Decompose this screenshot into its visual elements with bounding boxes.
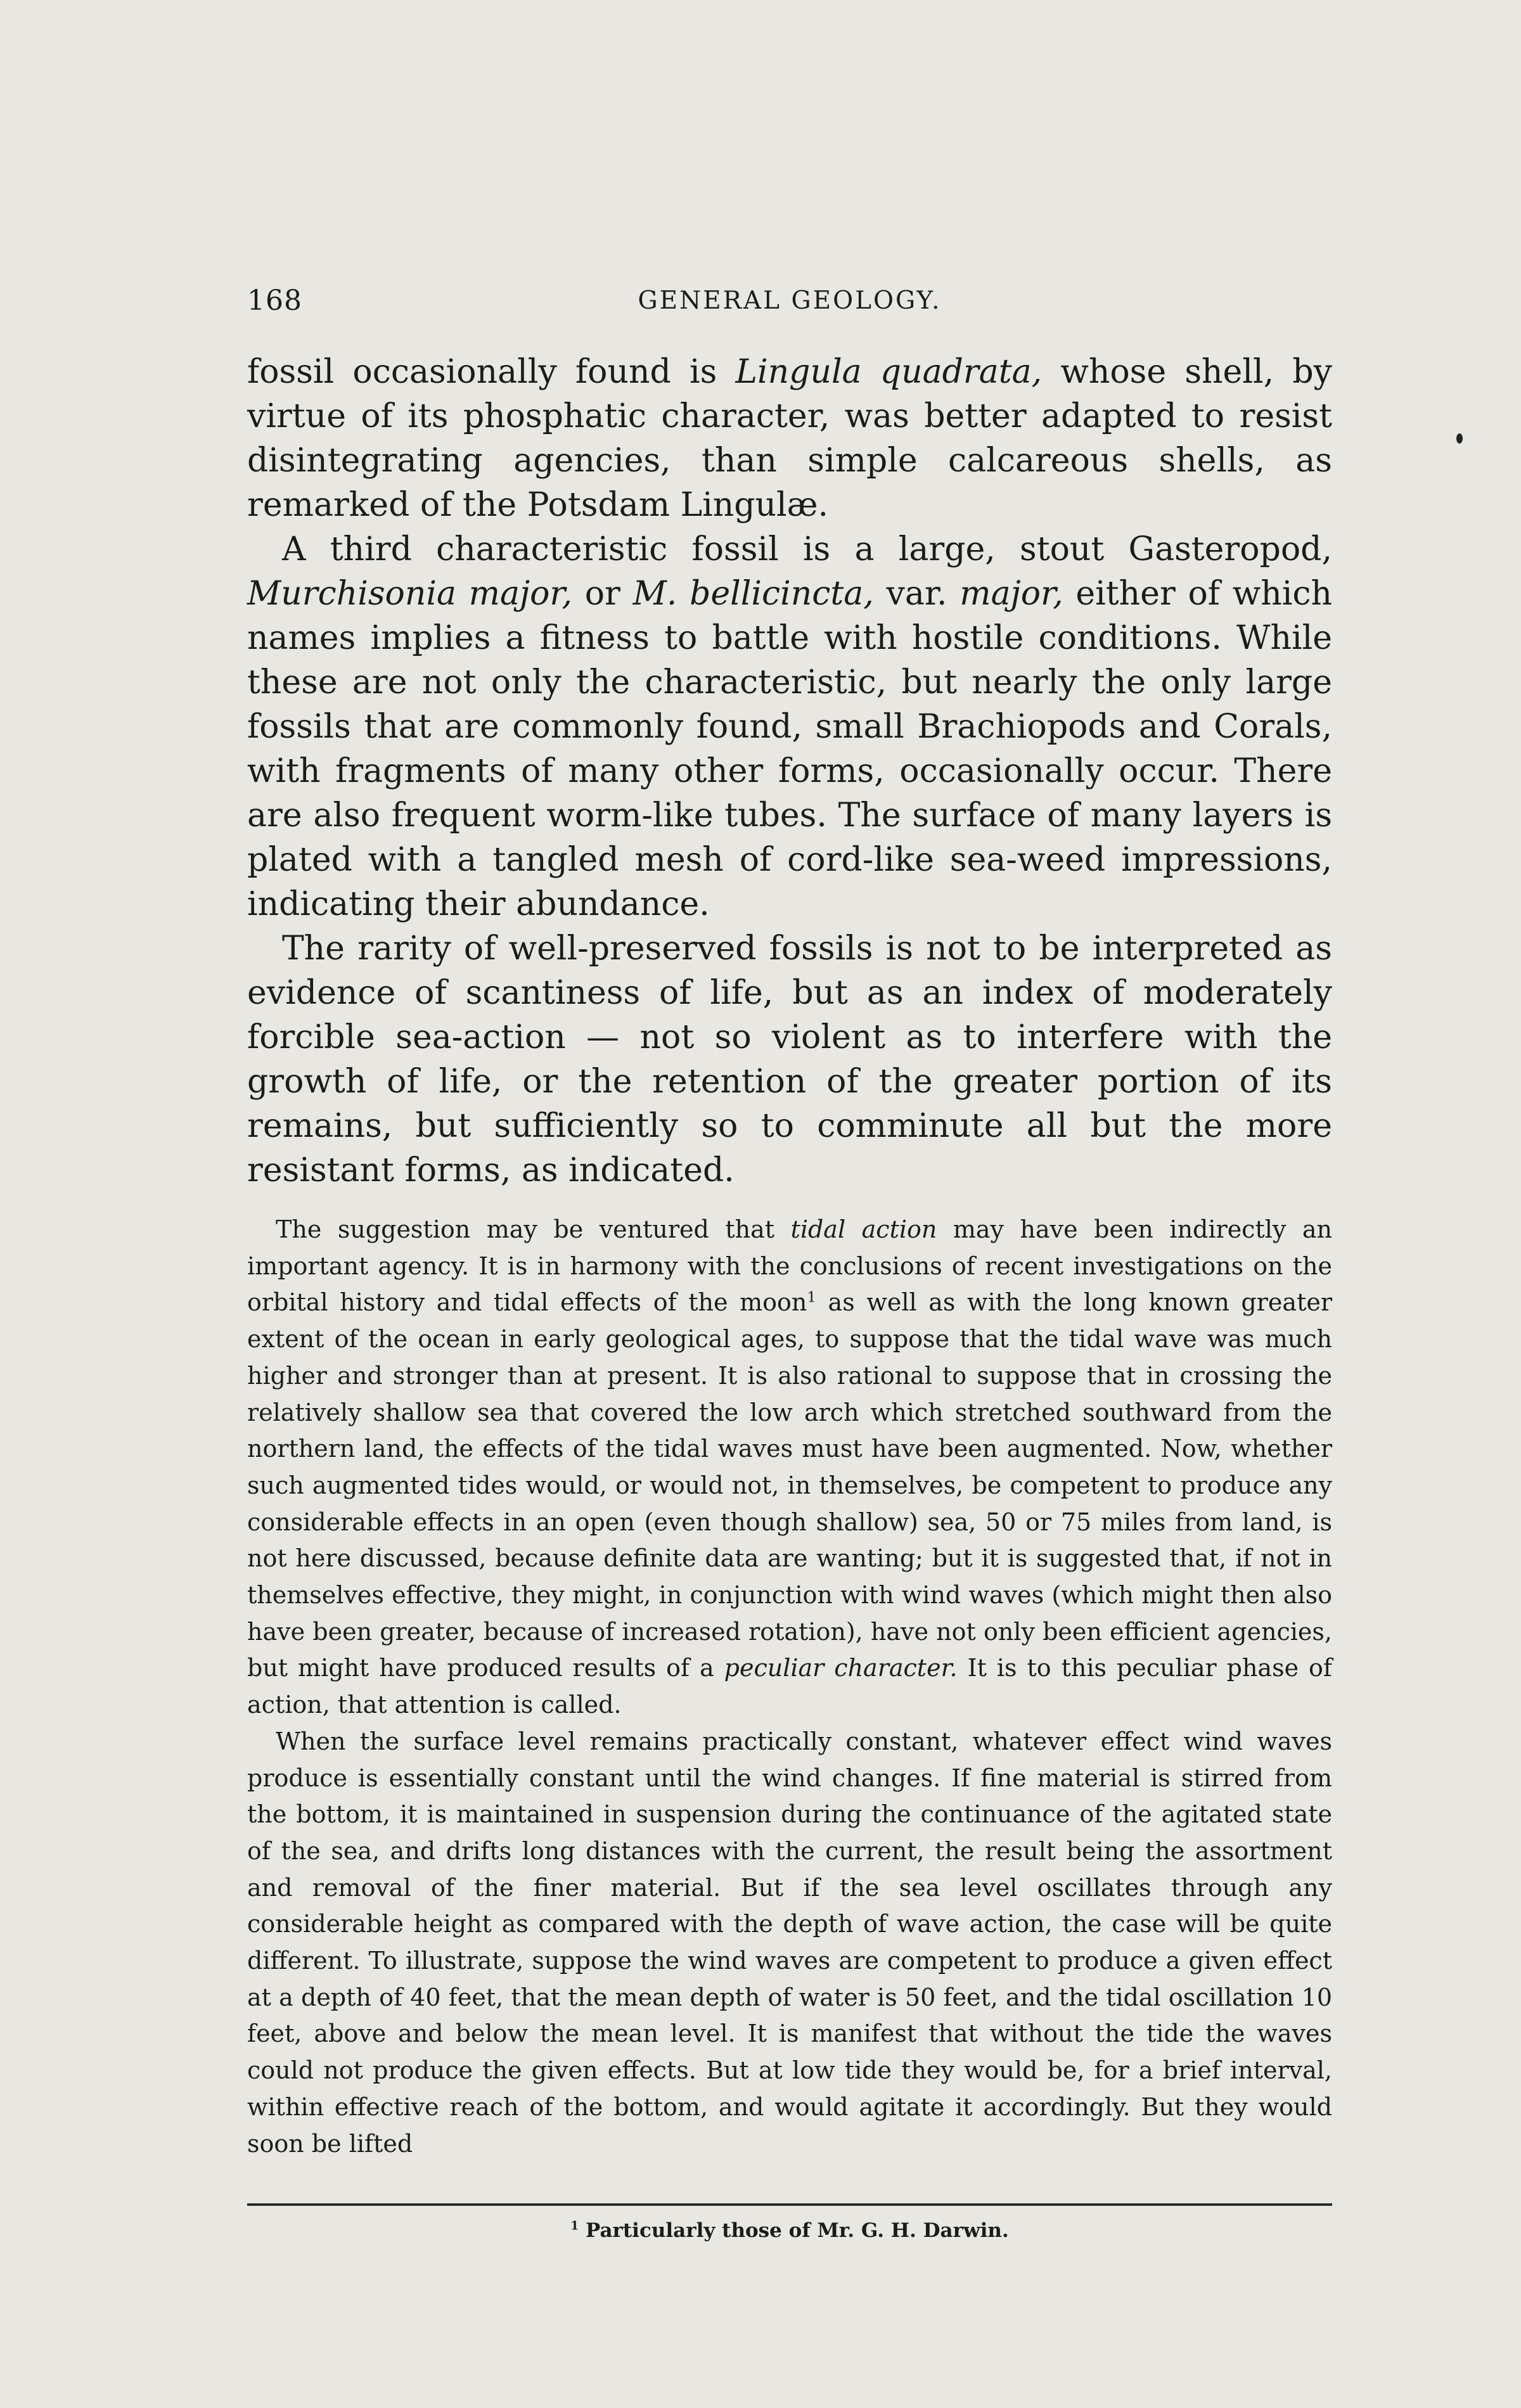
page-header xyxy=(247,282,1332,320)
running-title: GENERAL GEOLOGY. xyxy=(638,286,942,315)
main-body xyxy=(247,350,1332,1193)
emphasis-italic: tidal action xyxy=(790,1215,937,1243)
footnote-text: Particularly those of Mr. G. H. Darwin. xyxy=(579,2219,1009,2242)
page-number: 168 xyxy=(247,285,302,317)
text-span: fossil occasionally found is xyxy=(247,353,736,391)
text-span: either of which names implies a fitness to battle with hostile conditions. While these are not only the characteristic, but nearly the only large fossils that are commonly found, small Brachiopods and Corals, with fragments of many other forms, occasionally occur. There are also frequent worm-like tubes. The surface of many layers is plated with a tangled mesh of cord-like sea-weed impressions, indicating their abundance. xyxy=(247,575,1332,923)
species-name-italic: M. bellicincta, xyxy=(632,575,874,613)
paragraph-5: When the surface level remains practically constant, whatever effect wind waves produce is essentially constant until the wind changes. If fine material is stirred from the bottom, it is maintained in suspension during the continuance of the agitated state of the sea, and drifts long distances with the current, the result being the assortment and removal of the finer material. But if the sea level oscillates through any considerable height as compared with the depth of wave action, the case will be quite different. To illustrate, suppose the wind waves are competent to produce a given effect at a depth of 40 feet, that the mean depth of water is 50 feet, and the tidal oscillation 10 feet, above and below the mean level. It is manifest that without the tide the waves could not produce the given effects. But at low tide they would be, for a brief interval, within effective reach of the bottom, and would agitate it accordingly. But they would soon be lifted xyxy=(247,1727,1332,2158)
text-span: or xyxy=(572,575,633,613)
footnote-marker: 1 xyxy=(570,2219,579,2233)
small-print-section xyxy=(247,1212,1332,2162)
text-span: var. xyxy=(873,575,960,613)
text-span: A third characteristic fossil is a large, stout Gasteropod, xyxy=(282,530,1332,568)
text-span: as well as with the long known greater extent of the ocean in early geological ages, to suppose that the tidal wave was much higher and stronger than at present. It is also rational to suppose that in crossing the relatively shallow sea that covered the low arch which stretched southward from the northern land, the effects of the tidal waves must have been augmented. Now, whether such augmented tides would, or would not, in themselves, be competent to produce any considerable effects in an open (even though shallow) sea, 50 or 75 miles from land, is not here discussed, because definite data are wanting; but it is suggested that, if not in themselves effective, they might, in conjunction with wind waves (which might then also have been greater, because of increased rotation), have not only been efficient agencies, but might have produced results of a xyxy=(247,1288,1332,1682)
species-name-italic: major, xyxy=(959,575,1063,613)
paragraph-4 xyxy=(247,1212,1332,1724)
paragraph-2 xyxy=(247,527,1332,926)
footnote-reference: 1 xyxy=(807,1289,816,1306)
text-span: It is to this peculiar phase of action, that attention is called. xyxy=(247,1654,1332,1719)
text-span: whose shell, by virtue of its phosphatic character, was better adapted to resist disintegrating agencies, than simple calcareous shells, as remarked of the Potsdam Lingulæ. xyxy=(247,353,1332,524)
emphasis-italic: peculiar character. xyxy=(724,1654,958,1682)
species-name-italic: Murchisonia major, xyxy=(247,575,573,613)
footnote-divider xyxy=(247,2203,1332,2206)
footnote xyxy=(247,2217,1332,2245)
text-span: The suggestion may be ventured that xyxy=(276,1215,791,1243)
text-span: may have been indirectly an important agency. It is in harmony with the conclusions of recent investigations on the orbital history and tidal effects of the moon xyxy=(247,1215,1332,1317)
paragraph-3: The rarity of well-preserved fossils is not to be interpreted as evidence of scantiness of life, but as an index of moderately forcible sea-action — not so violent as to interfere with the growth of life, or the retention of the greater portion of its remains, but sufficiently so to comminute all but the more resistant forms, as indicated. xyxy=(247,930,1332,1189)
species-name-italic: Lingula quadrata, xyxy=(735,353,1043,391)
paragraph-1 xyxy=(247,350,1332,527)
ink-speck xyxy=(1456,433,1463,444)
